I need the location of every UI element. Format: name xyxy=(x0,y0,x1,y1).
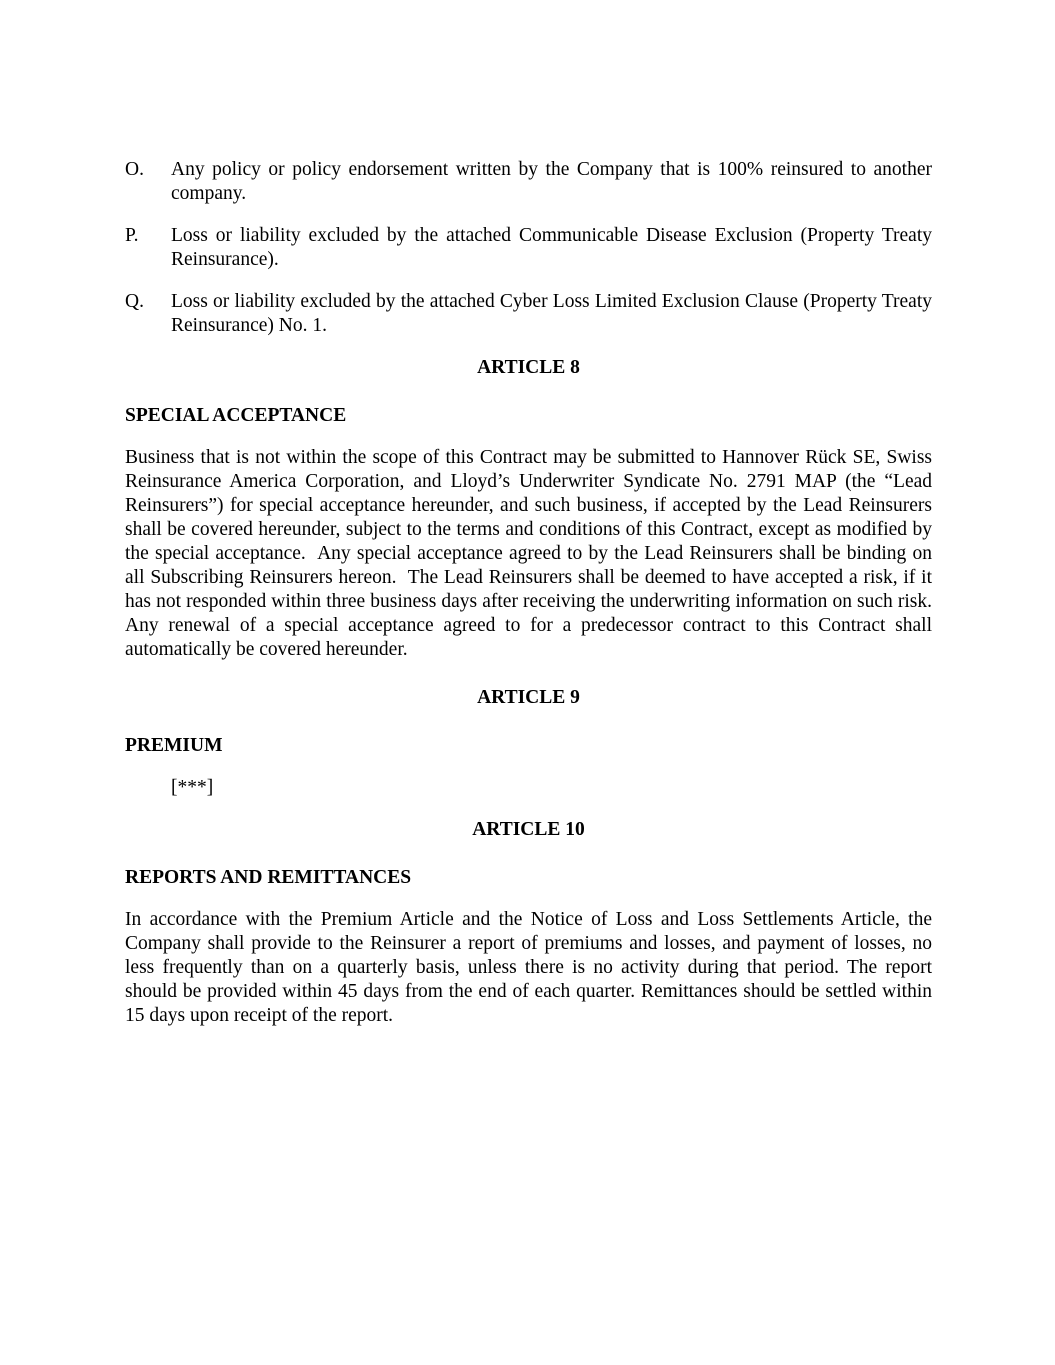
premium-title: PREMIUM xyxy=(125,735,223,756)
special-acceptance-body: Business that is not within the scope of this Contract may be submitted to Hannover Rück SE, Swiss Reinsurance America Corporation, and Lloyd’s Underwriter Syndicate No. 2791 MAP (the “Lead Reinsurers”) for special acceptance hereunder, and such business, if accepted by the Lead Reinsurers shall be covered hereunder, subject to the terms and conditions of this Contract, except as modified by the special acceptance. Any special acceptance agreed to by the Lead Reinsurers shall be binding on all Subscribing Reinsurers hereon. The Lead Reinsurers shall be deemed to have accepted a risk, if it has not responded within three business days after receiving the underwriting information on such risk. Any renewal of a special acceptance agreed to for a predecessor contract to this Contract shall automatically be covered hereunder. xyxy=(125,447,942,660)
exclusion-item-p xyxy=(125,224,932,272)
article-8-heading: ARTICLE 8 xyxy=(477,357,580,378)
list-marker: O. xyxy=(125,159,144,180)
list-marker: Q. xyxy=(125,291,144,312)
reports-remittances-body: In accordance with the Premium Article and the Notice of Loss and Loss Settlements Article, the Company shall provide to the Reinsurer a report of premiums and losses, and payment of losses, no less frequently than on a quarterly basis, unless there is no activity during that period. The report should be provided within 45 days from the end of each quarter. Remittances should be settled within 15 days upon receipt of the report. xyxy=(125,909,937,1026)
exclusion-item-o xyxy=(125,158,932,206)
article-10-heading: ARTICLE 10 xyxy=(472,819,585,840)
list-text: Loss or liability excluded by the attached Cyber Loss Limited Exclusion Clause (Property Treaty Reinsurance) No. 1. xyxy=(171,291,932,336)
article-9-heading: ARTICLE 9 xyxy=(477,687,580,708)
special-acceptance-title: SPECIAL ACCEPTANCE xyxy=(125,405,347,426)
list-text: Loss or liability excluded by the attached Communicable Disease Exclusion (Property Treaty Reinsurance). xyxy=(171,225,932,270)
premium-body: [***] xyxy=(171,777,214,798)
exclusion-item-q xyxy=(125,290,932,338)
document-page xyxy=(125,158,942,1028)
list-text: Any policy or policy endorsement written by the Company that is 100% reinsured to another company. xyxy=(171,159,932,204)
list-marker: P. xyxy=(125,225,139,246)
reports-remittances-title: REPORTS AND REMITTANCES xyxy=(125,867,412,888)
